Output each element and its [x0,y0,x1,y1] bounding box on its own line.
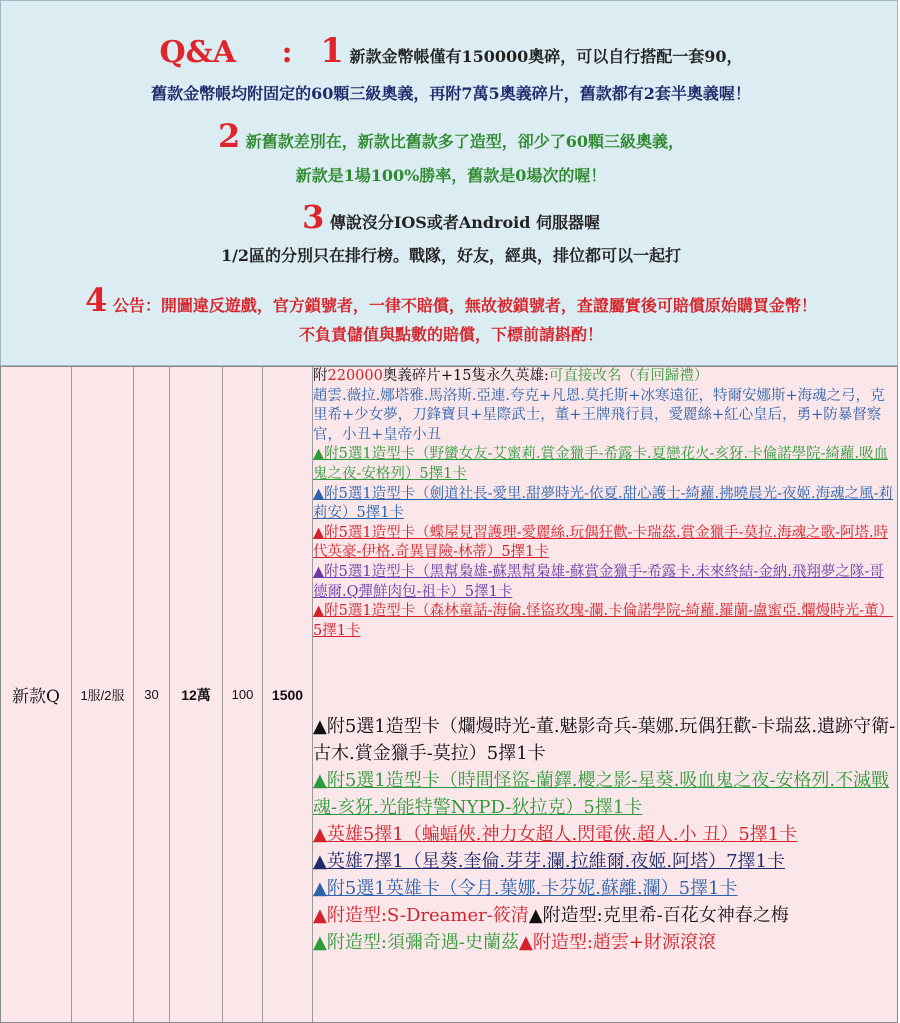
qa-4-line-2: 不負責儲值與點數的賠償，下標前請斟酌！ [298,325,603,344]
big-row-4: ▲英雄7擇1（星葵.奎倫.芽芽.瀾.拉維爾.夜姬.阿塔）7擇1卡 [313,851,785,872]
header-prefix: 附 [313,368,328,384]
cell-detail [313,367,897,1022]
hero-list: 趙雲.薇拉.娜塔雅.馬洛斯.亞連.夸克+凡恩.莫托斯+冰寒遠征，特爾安娜斯+海魂之弓，克里希+少女夢，刀鋒寶貝+星際武士，董+王牌飛行員，愛麗絲+紅心皇后，勇+防暴督察官，小丑+皇帝小丑 [313,387,885,443]
detail-header [313,367,897,387]
cell-level: 30 [134,367,170,1022]
qa-2-line-2: 新款是1場100%勝率，舊款是0場次的喔！ [295,166,607,185]
qa-row-1 [1,31,900,71]
skin-row-2: ▲附5選1造型卡（劍道社長-愛里.甜夢時光-依夏.甜心護士-綺蘿.拂曉晨光-夜姬.海魂之風-莉莉安）5擇1卡 [313,485,894,522]
skin-row-5: ▲附5選1造型卡（森林童話-海倫.怪盜玫瑰-瀾.卡倫諾學院-綺蘿.羅蘭-盧蜜亞.爛熳時光-董）5擇1卡 [313,603,894,639]
skin-row-3: ▲附5選1造型卡（蝶屋見習護理-愛麗絲.玩偶狂歡-卡瑞茲.賞金獵手-莫拉.海魂之歌-阿塔.時代英豪-伊格.奇異冒險-林蒂）5擇1卡 [313,524,889,561]
big-row-6-a: ▲附造型:S-Dreamer-筱清 [313,905,529,926]
big-row-5: ▲附5選1英雄卡（令月.葉娜.卡芬妮.蘇離.瀾）5擇1卡 [313,878,738,899]
qa-3-line-1: 傳說沒分IOS或者Android 伺服器喔 [329,213,600,232]
qa-num-3: 3 [302,198,325,236]
cell-c5: 100 [223,367,263,1022]
qa-title: Q&A [159,35,236,70]
header-amount: 220000 [327,368,383,384]
qa-3-line-2: 1/2區的分別只在排行榜。戰隊，好友，經典，排位都可以一起打 [220,246,682,265]
qa-separator: : [281,35,293,70]
cell-price: 1500 [263,367,313,1022]
account-table [0,366,898,1023]
big-row-2: ▲附5選1造型卡（時間怪盜-蘭鐸.櫻之影-星葵.吸血鬼之夜-安格列.不滅戰魂-亥犽.光能特警NYPD-狄拉克）5擇1卡 [313,770,890,818]
qa-panel [0,0,898,366]
qa-num-2: 2 [217,117,241,155]
qa-row-4 [1,281,900,319]
big-row-7-a: ▲附造型:須彌奇遇-史蘭茲 [313,932,519,953]
qa-num-1: 1 [320,31,344,71]
qa-2-line-1: 新舊款差別在，新款比舊款多了造型，卻少了60顆三級奧義， [245,132,685,151]
big-row-7 [313,929,897,956]
qa-num-4: 4 [85,281,108,319]
header-rename: 可直接改名（有回歸禮） [548,368,709,384]
qa-1-line-1: 新款金幣帳僅有150000奧碎，可以自行搭配一套90， [349,47,743,66]
big-row-7-b: ▲附造型:趙雲+財源滾滾 [519,932,716,953]
qa-row-2 [1,117,900,155]
big-row-6 [313,902,897,929]
big-rows [313,713,897,956]
big-row-6-b: ▲附造型:克里希-百花女神春之梅 [528,905,789,926]
qa-row-3 [1,198,900,236]
qa-1-line-2: 舊款金幣帳均附固定的60顆三級奧義，再附7萬5奧義碎片，舊款都有2套半奧義喔！ [151,84,751,103]
qa-4-line-1: 公告：開圖違反遊戲，官方鎖號者，一律不賠償，無故被鎖號者，查證屬實後可賠償原始購買金幣！ [112,296,817,315]
header-rest: 奧義碎片+15隻永久英雄: [382,368,549,384]
skin-row-4: ▲附5選1造型卡（黑幫梟雄-蘇黑幫梟雄-蘇賞金獵手-希露卡.未來終結-金納.飛翔夢之隊-哥德爾.Q彈鮮肉包-祖卡）5擇1卡 [313,563,884,600]
big-row-1: ▲附5選1造型卡（爛熳時光-董.魅影奇兵-葉娜.玩偶狂歡-卡瑞茲.遺跡守衛-古木.賞金獵手-莫拉）5擇1卡 [313,716,896,764]
skin-row-1: ▲附5選1造型卡（野蠻女友-艾蜜莉.賞金獵手-希露卡.夏戀花火-亥犽.卡倫諾學院-綺蘿.吸血鬼之夜-安格列）5擇1卡 [313,446,889,482]
cell-shards: 12萬 [170,367,223,1022]
big-row-3: ▲英雄5擇1（蝙蝠俠.神力女超人.閃電俠.超人.小 丑）5擇1卡 [313,824,798,845]
cell-server: 1服/2服 [72,367,134,1022]
cell-name: 新款Q [1,367,72,1022]
